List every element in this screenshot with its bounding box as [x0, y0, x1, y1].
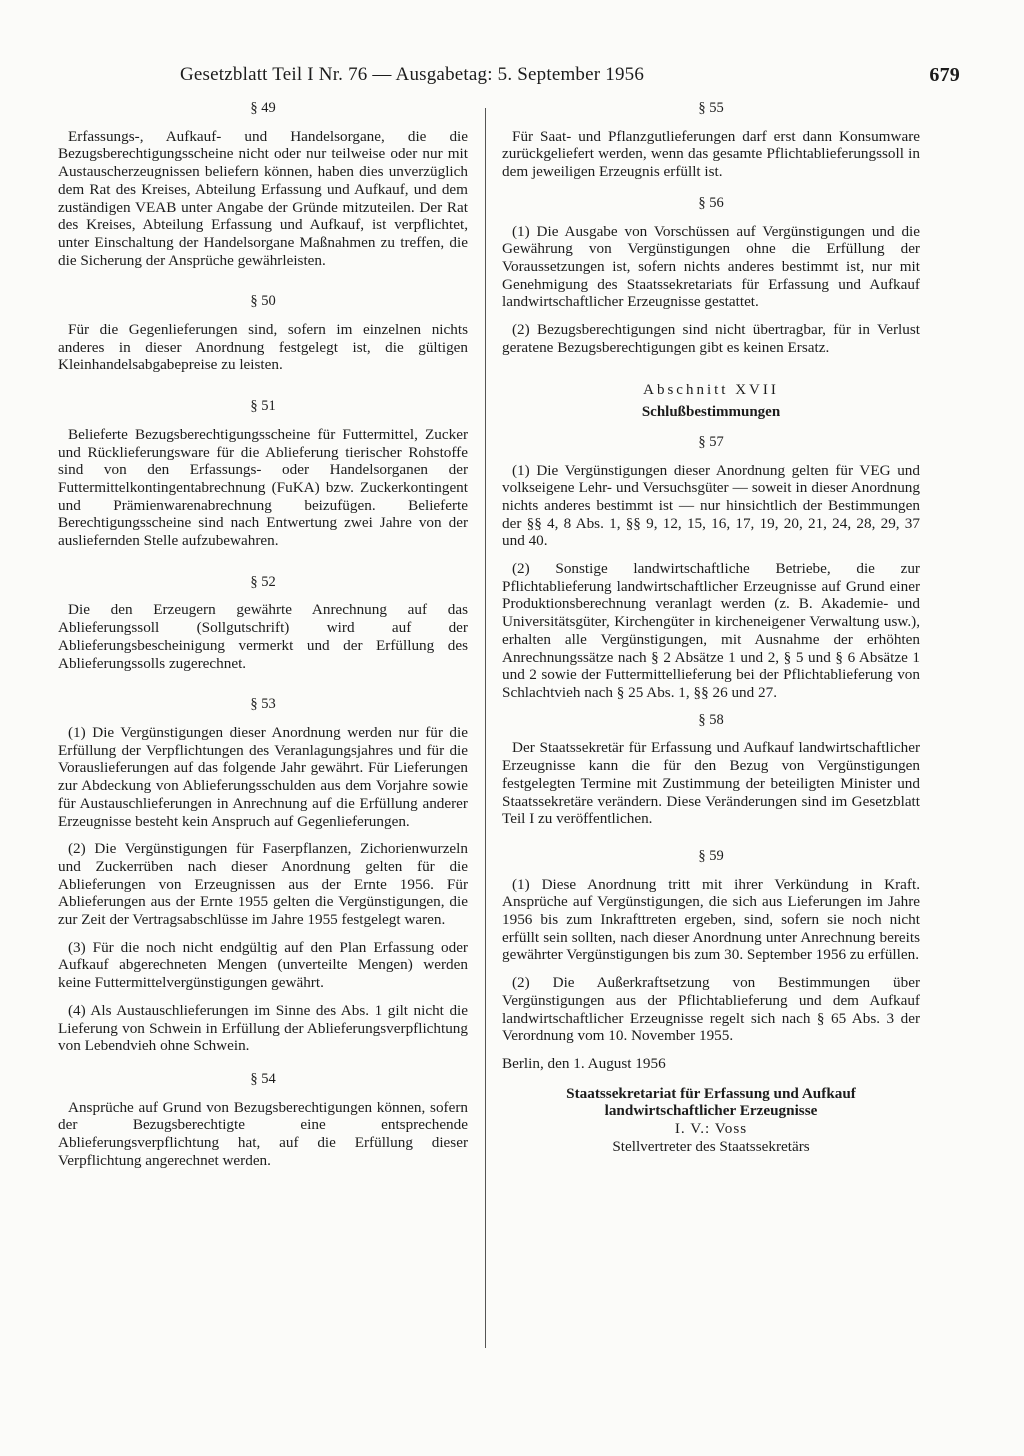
paragraph: Ansprüche auf Grund von Bezugsberechtigungen können, sofern der Bezugsberechtigte eine entsprechende Ablieferungsverpflichtung hat, auf die Erfüllung dieser Verpflichtung angerechnet werden.	[58, 1098, 468, 1169]
page-header	[180, 64, 960, 86]
running-title: Gesetzblatt Teil I Nr. 76 — Ausgabetag: 5. September 1956	[180, 64, 645, 85]
authority-line-1: Staatssekretariat für Erfassung und Aufkauf	[566, 1084, 856, 1102]
place-date: Berlin, den 1. August 1956	[502, 1054, 666, 1072]
paragraph: Die den Erzeugern gewährte Anrechnung auf das Ablieferungssoll (Sollgutschrift) wird auf der Ablieferungsbescheinigung vermerkt und der Erfüllung des Ablieferungssolls zugerechnet.	[58, 601, 468, 672]
section-title-58: § 58	[698, 711, 724, 728]
section-title-59: § 59	[698, 847, 724, 864]
paragraph: Für die Gegenlieferungen sind, sofern im einzelnen nichts anderes in dieser Anordnung festgelegt ist, die gültigen Kleinhandelsabgabepreise zu leisten.	[58, 321, 468, 374]
paragraph: (1) Die Ausgabe von Vorschüssen auf Vergünstigungen und die Gewährung von Vergünstigungen ohne die Erfüllung der Voraussetzungen ist, sofern nichts anderes bestimmt ist, nur mit Genehmigung des Staatssekretariats für Erfassung und Aufkauf landwirtschaftlicher Erzeugnisse gestattet.	[502, 222, 920, 311]
chapter-label: Abschnitt XVII	[643, 382, 779, 399]
paragraph: Der Staatssekretär für Erfassung und Aufkauf landwirtschaftlicher Erzeugnisse kann die für den Bezug von Vergünstigungen festgelegten Termine mit Zustimmung der beteiligten Minister und Staatssekretäre verändern. Diese Veränderungen sind im Gesetzblatt Teil I zu veröffentlichen.	[502, 739, 920, 828]
signer-role: Stellvertreter des Staatssekretärs	[612, 1137, 810, 1155]
paragraph: (1) Die Vergünstigungen dieser Anordnung gelten für VEG und volkseigene Lehr- und Versuchsgüter — soweit in dieser Anordnung nichts anderes bestimmt ist — nur hinsichtlich der Bestimmungen der §§ 4, 8 Abs. 1, §§ 9, 12, 15, 16, 17, 19, 20, 21, 24, 28, 29, 37 und 40.	[502, 461, 920, 550]
section-title-49: § 49	[250, 100, 276, 116]
section-title-56: § 56	[698, 194, 724, 211]
column-divider	[485, 108, 486, 1348]
section-title-52: § 52	[250, 573, 276, 590]
authority-line-2: landwirtschaftlicher Erzeugnisse	[604, 1102, 818, 1120]
paragraph: (2) Die Außerkraftsetzung von Bestimmungen über Vergünstigungen aus der Pflichtablieferung und dem Aufkauf landwirtschaftlicher Erzeugnisse regelt sich nach § 65 Abs. 3 der Verordnung vom 10. November 1955.	[502, 974, 920, 1045]
section-title-54: § 54	[250, 1070, 276, 1087]
paragraph: (2) Bezugsberechtigungen sind nicht übertragbar, für in Verlust geratene Bezugsberechtigungen gibt es keinen Ersatz.	[502, 321, 920, 356]
section-title-50: § 50	[250, 293, 276, 310]
chapter-heading: Schlußbestimmungen	[641, 404, 781, 421]
signer-name: I. V.: Voss	[674, 1120, 748, 1138]
paragraph: Erfassungs-, Aufkauf- und Handelsorgane, die die Bezugsberechtigungsscheine nicht oder nur teilweise oder nur mit Austauscherzeugnissen beliefern können, haben dies unverzüglich dem Rat des Kreises, Abteilung Erfassung und Aufkauf, und dem zuständigen VEAB unter Angabe der Gründe mitzuteilen. Der Rat des Kreises, Abteilung Erfassung und Aufkauf, ist verpflichtet, unter Einschaltung der Handelsorgane Maßnahmen zu treffen, die die Sicherung der Ansprüche gewährleisten.	[58, 127, 468, 269]
left-column	[58, 100, 468, 1179]
section-title-53: § 53	[250, 696, 276, 713]
paragraph: (2) Die Vergünstigungen für Faserpflanzen, Zichorienwurzeln und Zuckerrüben nach dieser Anordnung gelten für die Ablieferungen von Erzeugnissen aus der Ernte 1956. Für Ablieferungen aus der Ernte 1955 gelten die Vergünstigungen, die zur Zeit der Vertragsabschlüsse im Jahre 1955 festgelegt waren.	[58, 840, 468, 929]
paragraph: Für Saat- und Pflanzgutlieferungen darf erst dann Konsumware zurückgeliefert werden, wenn das gesamte Pflichtablieferungssoll in dem jeweiligen Erzeugnis erfüllt ist.	[502, 127, 920, 181]
section-title-51: § 51	[250, 398, 276, 415]
section-title-57: § 57	[698, 433, 724, 450]
section-title-55: § 55	[698, 100, 724, 116]
right-column	[502, 100, 920, 1155]
page-number: 679	[929, 64, 960, 86]
paragraph: (1) Die Vergünstigungen dieser Anordnung werden nur für die Erfüllung der Verpflichtungen des Veranlagungsjahres und für die Vorauslieferungen auf das folgende Jahr gewährt. Für Lieferungen zur Abdeckung von Ablieferungsschulden aus dem Vorjahre sowie für Austauschlieferungen in Anrechnung auf die Erfüllung anderer Erzeugnisse besteht kein Anspruch auf Gegenlieferungen.	[58, 723, 468, 830]
paragraph: (3) Für die noch nicht endgültig auf den Plan Erfassung oder Aufkauf abgerechneten Mengen (unverteilte Mengen) werden keine Futtermittelvergünstigungen gewährt.	[58, 938, 468, 992]
paragraph: Belieferte Bezugsberechtigungsscheine für Futtermittel, Zucker und Rücklieferungsware für die Ablieferung tierischer Rohstoffe sind von den Erfassungs- oder Handelsorganen der Futtermittelkontingentabrechnung (FuKA) bzw. Zuckerkontingent und Prämienwarenabrechnung beizufügen. Belieferte Berechtigungsscheine sind nach Entwertung zwei Jahre von der ausliefernden Stelle aufzubewahren.	[58, 425, 468, 550]
paragraph: (2) Sonstige landwirtschaftliche Betriebe, die zur Pflichtablieferung landwirtschaftlicher Erzeugnisse auf Grund einer Produktionsberechnung veranlagt werden (z. B. Akademie- und Universitätsgüter, Kirchengüter in kircheneigener Verwaltung usw.), erhalten alle Vergünstigungen, mit Ausnahme der erhöhten Anrechnungssätze nach § 2 Absätze 1 und 2, § 5 und § 6 Absätze 1 und 2 sowie der Futtermittellieferung bei der Pflichtablieferung von Schlachtvieh nach § 25 Abs. 1, §§ 26 und 27.	[502, 560, 920, 701]
paragraph: (1) Diese Anordnung tritt mit ihrer Verkündung in Kraft. Ansprüche auf Vergünstigungen, die sich aus Lieferungen im Jahre 1956 bis zum Inkrafttreten ergeben, sind, sofern sie noch nicht erfüllt sein sollten, nach dieser Anordnung unter Anrechnung bereits gewährter Vergünstigungen bis zum 30. September 1956 zu erfüllen.	[502, 875, 920, 964]
paragraph: (4) Als Austauschlieferungen im Sinne des Abs. 1 gilt nicht die Lieferung von Schwein in Erfüllung der Ablieferungsverpflichtung von Lebendvieh ohne Schwein.	[58, 1001, 468, 1055]
